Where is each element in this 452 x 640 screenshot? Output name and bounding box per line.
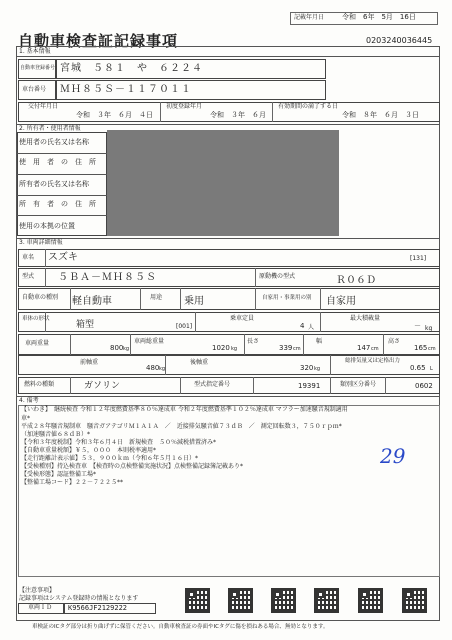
gross-label: 車両総重量 (134, 338, 165, 345)
handwritten-note: 29 (380, 444, 406, 468)
fuel-value: ガソリン (84, 381, 121, 391)
owner-row-3: 所有者の氏名又は名称 (19, 180, 89, 188)
qr-code-1 (185, 588, 210, 613)
first-reg-value: 令和 ３年 ６月 (210, 111, 266, 119)
remark-line-9: 【受検形態】認証整備工場* (21, 471, 97, 478)
notes-label: 【注意事項】 (19, 587, 56, 594)
gross-value: 1020 (212, 344, 230, 352)
bottom-note: 車検証のICタグ部分は折り曲げずに保管ください。自動車検査証の券面やICタグに傷を損ねある場合、無効となります。 (32, 624, 329, 630)
make-label: 車名 (22, 254, 35, 261)
make-code: [131] (410, 255, 427, 262)
purpose-value: 自家用 (326, 296, 356, 307)
section2-heading: 2. 所有者・使用者情報 (19, 125, 81, 132)
fuel-label: 燃料の種類 (24, 381, 55, 388)
displacement-unit: L (430, 366, 433, 372)
vehicle-id-value: K9566JF2129222 (68, 604, 128, 612)
use-label: 用途 (150, 294, 163, 301)
weight-value: 800 (110, 344, 124, 352)
category-label: 類別区分番号 (340, 381, 377, 388)
remark-line-4: （加速騒音値６８ｄＢ）* (21, 431, 91, 438)
engine-value: Ｒ０６Ｄ (336, 275, 376, 286)
owner-row-2: 使 用 者 の 住 所 (19, 158, 96, 166)
remark-line-6: 【自動車重量税額】￥５，０００ 本則税率適用* (21, 447, 157, 454)
rear-axle-label: 後軸重 (190, 359, 209, 366)
engine-label: 原動機の型式 (259, 273, 296, 280)
length-unit: cm (293, 346, 301, 352)
page-title: 自動車検査証記録事項 (18, 32, 179, 50)
owner-row-4: 所 有 者 の 住 所 (19, 200, 96, 208)
type-desig-label: 型式指定番号 (194, 381, 231, 388)
issue-label: 交付年月日 (28, 103, 59, 110)
first-reg-label: 初度登録年月 (166, 103, 203, 110)
kind-value: 軽自動車 (72, 296, 112, 307)
body-value: 箱型 (76, 320, 95, 330)
model-value: ５ＢＡ－ＭＨ８５Ｓ (58, 272, 157, 283)
displacement-label: 総排気量又は定格出力 (345, 358, 401, 364)
issue-date-value: 令和 ３年 ６月 ４日 (76, 111, 153, 119)
remark-line-10: 【整備工場コード】２２－７２２５** (21, 479, 124, 486)
purpose-label: 自家用・事業用の別 (262, 295, 312, 301)
type-desig-value: 19391 (298, 382, 321, 390)
model-label: 型式 (22, 273, 35, 280)
capacity-label: 乗車定員 (230, 315, 255, 322)
qr-code-4 (314, 588, 339, 613)
rear-axle-value: 320 (300, 364, 314, 372)
body-code: [001] (176, 323, 193, 330)
height-value: 165 (414, 344, 428, 352)
displacement-value: 0.65 (410, 364, 426, 372)
make-row (18, 249, 440, 267)
kind-label: 自動車の種別 (22, 294, 59, 301)
front-axle-value: 480 (146, 364, 160, 372)
max-load-unit: kg (425, 325, 433, 332)
chassis-number: ＭＨ８５Ｓ－１１７０１１ (60, 84, 192, 95)
max-load-value: － (414, 322, 421, 330)
capacity-unit: 人 (308, 324, 315, 331)
remark-line-5: 【令和３年度税制】令和３年６月４日 新規検査 ５０％減税措置済み* (21, 439, 217, 446)
width-unit: cm (371, 346, 379, 352)
reg-no-label: 自動車登録番号 (20, 65, 56, 71)
length-label: 長さ (247, 338, 260, 345)
chassis-label: 車台番号 (22, 86, 47, 93)
section1-heading: 1. 基本情報 (19, 48, 51, 55)
section3-heading: 3. 車両詳細情報 (19, 239, 63, 246)
vehicle-id-label: 車両ＩＤ (28, 604, 53, 611)
section4-heading: 4. 備考 (19, 397, 39, 404)
length-value: 339 (279, 344, 293, 352)
owner-row-5: 使用の本拠の位置 (19, 222, 75, 230)
redacted-owner-info (107, 130, 339, 236)
weight-unit: kg (123, 346, 130, 352)
owner-row-1: 使用者の氏名又は名称 (19, 138, 89, 146)
body-label: 車体の形状 (22, 316, 50, 322)
qr-code-5 (358, 588, 383, 613)
reg-no: 宮城 ５８１ や ６２２４ (60, 63, 203, 74)
remark-line-2: 車* (21, 415, 31, 422)
gross-unit: kg (231, 346, 238, 352)
remark-line-7: 【走行距離計表示値】５３，９００ｋｍ（令和６年５月１６日）* (21, 455, 199, 462)
category-value: 0602 (415, 382, 433, 390)
weight-label: 車両重量 (25, 340, 50, 347)
qr-code-3 (271, 588, 296, 613)
remark-line-8: 【受検種別】持込検査車 【検査時の点検整備実施状況】点検整備記録簿記載あり* (21, 463, 244, 470)
document-number: 0203240036445 (366, 36, 433, 45)
expiry-value: 令和 ８年 ６月 ３日 (342, 111, 419, 119)
front-axle-unit: kg (159, 366, 166, 372)
qr-code-6 (402, 588, 427, 613)
remark-line-3: 平成２８年騒音規制車 騒音ガアテゴリＭ１Ａ１Ａ ／ 近接排気騒音値７３ｄＢ ／ 測定回転数３，７５０ｒｐｍ* (21, 423, 342, 430)
front-axle-label: 前軸重 (80, 359, 99, 366)
max-load-label: 最大積載量 (350, 315, 381, 322)
issue-date-label: 記載年月日 (294, 14, 325, 21)
make-value: スズキ (48, 252, 78, 263)
remark-line-1: 【いわき】 継続検査 令和１２年度燃費基準８０％達成車 令和２年度燃費基準１０２％達成車 マフラー加速騒音規制適用 (21, 406, 348, 413)
width-value: 147 (357, 344, 371, 352)
qr-code-2 (228, 588, 253, 613)
expiry-label: 有効期間の満了する日 (278, 103, 339, 110)
notes-text: 記録事項はシステム登録時の情報となります (19, 595, 139, 602)
width-label: 幅 (316, 338, 323, 345)
height-label: 高さ (388, 338, 401, 345)
rear-axle-unit: kg (314, 366, 321, 372)
use-value: 乗用 (184, 296, 204, 307)
height-unit: cm (428, 346, 436, 352)
capacity-value: 4 (300, 322, 305, 330)
issue-date: 令和 6年 5月 16日 (342, 13, 416, 21)
